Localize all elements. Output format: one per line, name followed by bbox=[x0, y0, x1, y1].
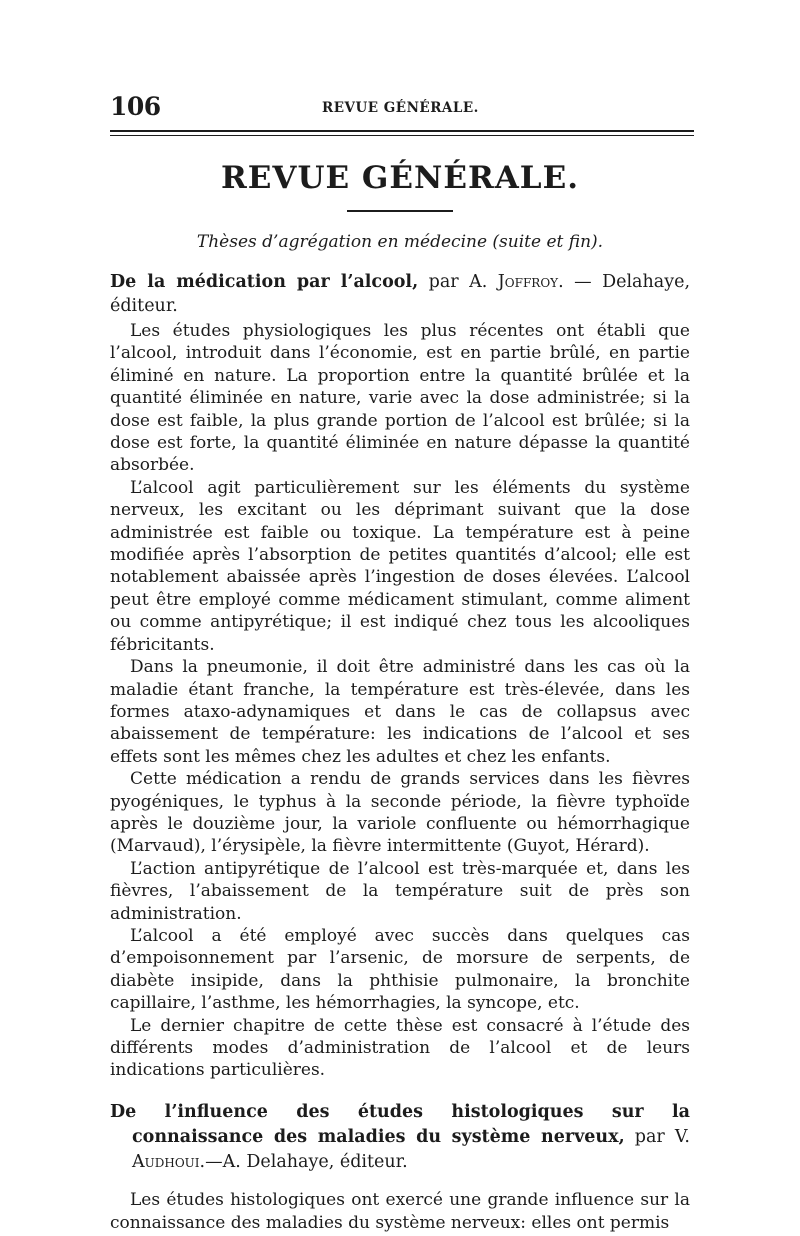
entry-by-1: par A. bbox=[418, 272, 498, 292]
entry-title-2: De l’influence des études histologiques sur la connaissance des maladies du système nerveux, bbox=[110, 1101, 690, 1147]
entry-heading-2 bbox=[110, 1100, 690, 1175]
entry-heading-1 bbox=[110, 270, 690, 318]
entry-publisher-1: . — Delahaye, éditeur. bbox=[110, 272, 691, 316]
paragraph: Les études physiologiques les plus récentes ont établi que l’alcool, introduit dans l’économie, est en partie brûlé, en partie éliminé en nature. La proportion entre la quantité brûlée et la quantité éliminée en nature, varie avec la dose administrée; si la dose est faible, la plus grande portion de l’alcool est brûlée; si la dose est forte, la quantité éliminée en nature dépasse la quantité absorbée. bbox=[110, 321, 690, 476]
paragraph: L’action antipyrétique de l’alcool est très-marquée et, dans les fièvres, l’abaissement de la température suit de près son administration. bbox=[110, 858, 690, 924]
header-rule-thin bbox=[110, 135, 694, 136]
paragraph: Le dernier chapitre de cette thèse est consacré à l’étude des différents modes d’administration de l’alcool et de leurs indications particulières. bbox=[110, 1015, 690, 1081]
page bbox=[110, 92, 690, 1236]
entry-author-1: Joffroy bbox=[497, 272, 559, 292]
paragraph: L’alcool agit particulièrement sur les éléments du système nerveux, les excitant ou les déprimant suivant que la dose administrée est faible ou toxique. La température est à peine modifiée après l’absorption de petites quantités d’alcool; elle est notablement abaissée après l’ingestion de doses élevées. L’alcool peut être employé comme médicament stimulant, comme aliment ou comme antipyrétique; il est indiqué chez tous les alcooliques fébricitants. bbox=[110, 477, 690, 655]
entry-author-2: Audhoui bbox=[132, 1151, 200, 1172]
section-title: REVUE GÉNÉRALE. bbox=[221, 160, 579, 196]
title-rule bbox=[347, 210, 453, 212]
entry-by-2: par V. bbox=[624, 1126, 690, 1147]
section-subtitle: Thèses d’agrégation en médecine (suite et fin). bbox=[196, 232, 604, 252]
entry-title-1: De la médication par l’alcool, bbox=[110, 272, 419, 292]
running-title: REVUE GÉNÉRALE. bbox=[322, 100, 479, 116]
paragraph: Dans la pneumonie, il doit être administré dans les cas où la maladie étant franche, la température est très-élevée, dans les formes ataxo-adynamiques et dans le cas de collapsus avec abaissement de température: les indications de l’alcool et ses effets sont les mêmes chez les adultes et chez les enfants. bbox=[110, 657, 690, 767]
paragraph: L’alcool a été employé avec succès dans quelques cas d’empoisonnement par l’arsenic, de morsure de serpents, de diabète insipide, dans la phthisie pulmonaire, la bronchite capillaire, l’asthme, les hémorrhagies, la syncope, etc. bbox=[110, 925, 690, 1014]
paragraph: Les études histologiques ont exercé une grande influence sur la connaissance des maladies du système nerveux: elles ont permis bbox=[110, 1189, 690, 1234]
header-rule bbox=[110, 130, 694, 132]
paragraph: Cette médication a rendu de grands services dans les fièvres pyogéniques, le typhus à la seconde période, la fièvre typhoïde après le douzième jour, la variole confluente ou hémorrhagique (Marvaud), l’érysipèle, la fièvre intermittente (Guyot, Hérard). bbox=[110, 769, 690, 857]
running-head bbox=[110, 92, 690, 126]
entry-publisher-2: .—A. Delahaye, éditeur. bbox=[199, 1151, 408, 1172]
page-number: 106 bbox=[110, 92, 161, 121]
